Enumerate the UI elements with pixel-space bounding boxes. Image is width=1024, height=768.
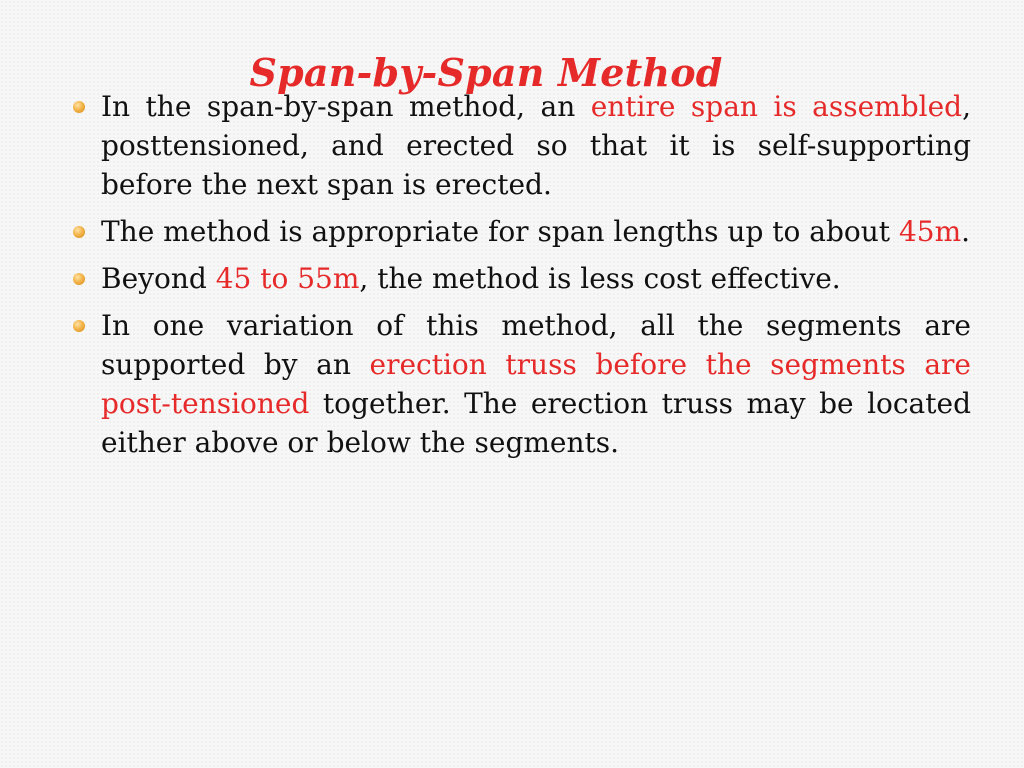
highlighted-text: entire span is assembled (590, 90, 963, 123)
slide-title: Span-by-Span Method (249, 50, 723, 96)
bullet-item (101, 212, 971, 251)
bullet-text: In one variation of this method, all the segments are supported by an (101, 309, 971, 381)
bullet-dot-icon (73, 101, 85, 113)
bullet-dot-icon (73, 320, 85, 332)
bullet-text: . (961, 215, 971, 248)
bullet-text: , the method is less cost effective. (359, 262, 841, 295)
bullet-text: In the span-by-span method, an (101, 90, 591, 123)
bullet-item (101, 87, 971, 204)
bullet-list (101, 87, 971, 470)
bullet-text: together. The erection truss may be located either above or below the segments. (101, 387, 971, 459)
bullet-dot-icon (73, 226, 85, 238)
bullet-dot-icon (73, 273, 85, 285)
highlighted-text: 45m (898, 215, 962, 248)
highlighted-text: erection truss before the segments are post-tensioned (101, 348, 971, 420)
bullet-text: Beyond (101, 262, 216, 295)
bullet-text: , posttensioned, and erected so that it is self-supporting before the next span is erected. (101, 90, 971, 201)
bullet-item (101, 306, 971, 462)
highlighted-text: 45 to 55m (215, 262, 360, 295)
bullet-item (101, 259, 971, 298)
bullet-text: The method is appropriate for span lengths up to about (101, 215, 899, 248)
